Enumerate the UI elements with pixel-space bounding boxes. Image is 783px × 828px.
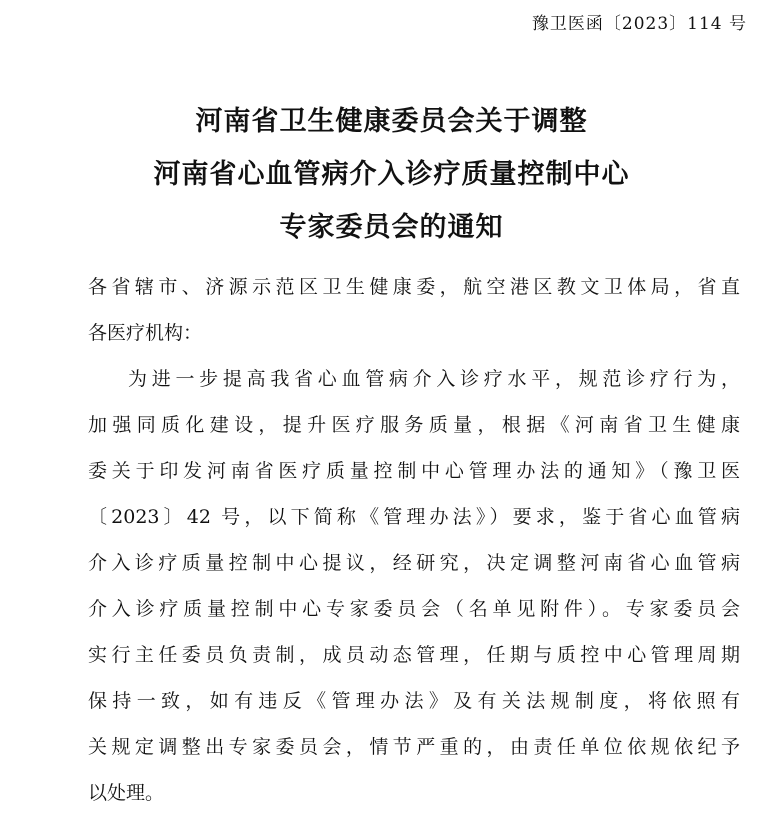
document-title xyxy=(0,95,783,254)
document-number: 豫卫医函〔2023〕114 号 xyxy=(531,14,747,34)
document-body xyxy=(88,264,740,816)
paragraph-line-7: 实行主任委员负责制，成员动态管理，任期与质控中心管理周期 xyxy=(88,644,740,666)
paragraph-line-5: 介入诊疗质量控制中心提议，经研究，决定调整河南省心血管病 xyxy=(88,552,740,574)
title-line-1: 河南省卫生健康委员会关于调整 xyxy=(195,106,588,137)
addressee-line-1: 各省辖市、济源示范区卫生健康委，航空港区教文卫体局，省直 xyxy=(88,276,740,298)
paragraph-line-6: 介入诊疗质量控制中心专家委员会（名单见附件）。专家委员会 xyxy=(88,598,740,620)
paragraph-line-2: 加强同质化建设，提升医疗服务质量，根据《河南省卫生健康 xyxy=(88,414,740,436)
paragraph-line-8: 保持一致，如有违反《管理办法》及有关法规制度，将依照有 xyxy=(88,690,740,712)
paragraph-line-1: 为进一步提高我省心血管病介入诊疗水平，规范诊疗行为， xyxy=(128,368,740,390)
title-line-3: 专家委员会的通知 xyxy=(279,212,504,243)
paragraph-line-9: 关规定调整出专家委员会，情节严重的，由责任单位依规依纪予 xyxy=(88,736,740,758)
paragraph-line-4: 〔2023〕42 号，以下简称《管理办法》）要求，鉴于省心血管病 xyxy=(88,506,740,528)
addressee-line-2: 各医疗机构： xyxy=(88,322,203,344)
title-line-2: 河南省心血管病介入诊疗质量控制中心 xyxy=(153,159,630,190)
paragraph-line-3: 委关于印发河南省医疗质量控制中心管理办法的通知》（豫卫医 xyxy=(88,460,740,482)
paragraph-line-10: 以处理。 xyxy=(88,782,165,804)
